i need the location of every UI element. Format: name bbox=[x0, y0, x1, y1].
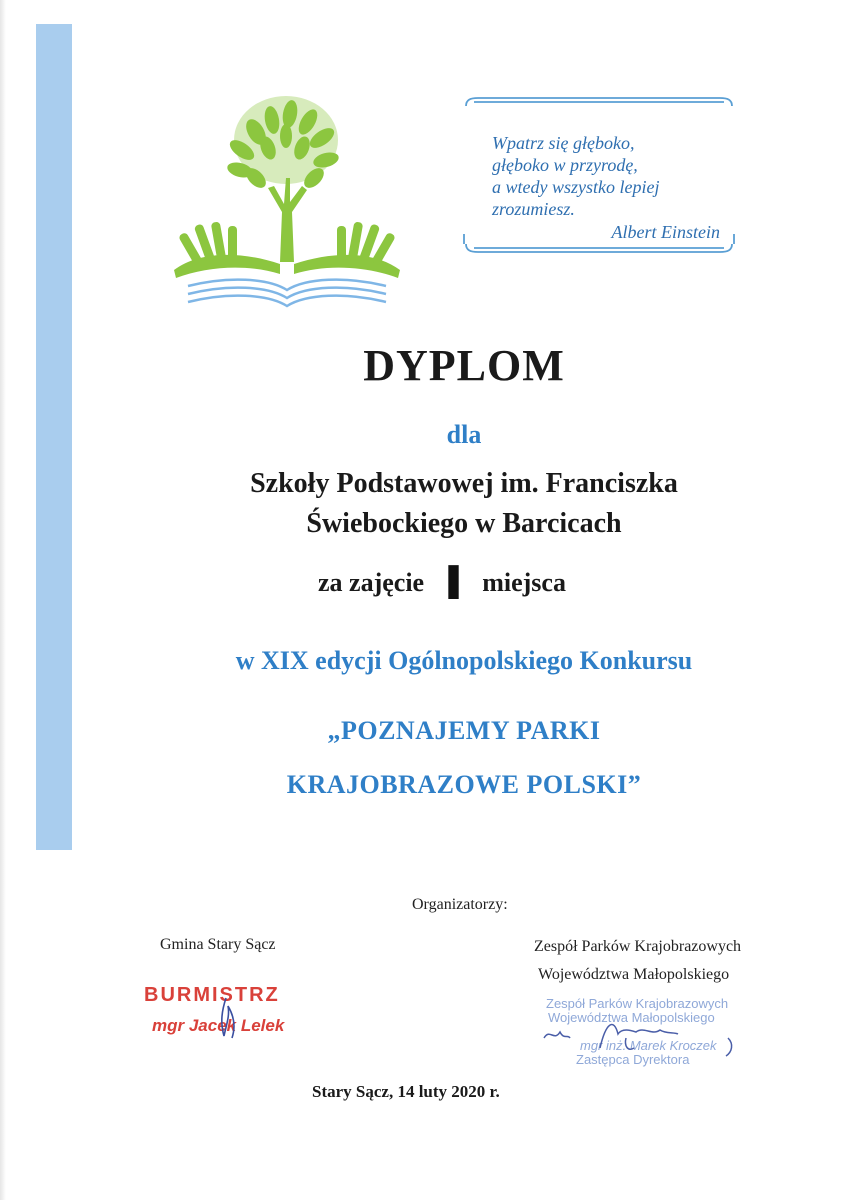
organizer-right-name-line-1: Zespół Parków Krajobrazowych bbox=[534, 938, 742, 955]
right-stamp-line-2: Województwa Małopolskiego bbox=[548, 1010, 715, 1025]
left-stamp-title: BURMISTRZ bbox=[144, 984, 280, 1006]
quote-author: Albert Einstein bbox=[611, 222, 720, 242]
quote-line: głęboko w przyrodę, bbox=[492, 155, 638, 175]
edition-line: w XIX edycji Ogólnopolskiego Konkursu bbox=[235, 646, 693, 675]
recipient-line-2: Świebockiego w Barcicach bbox=[306, 508, 622, 539]
for-label: dla bbox=[446, 420, 482, 449]
tree-hands-logo-icon bbox=[168, 92, 406, 314]
organizers-label: Organizatorzy: bbox=[412, 896, 508, 913]
right-signature-icon bbox=[540, 1008, 740, 1062]
recipient-line-1: Szkoły Podstawowej im. Franciszka bbox=[250, 468, 678, 499]
quote-text bbox=[492, 132, 732, 220]
place-suffix: miejsca bbox=[482, 568, 566, 597]
quote-line: zrozumiesz. bbox=[492, 199, 575, 219]
date-place: Stary Sącz, 14 luty 2020 r. bbox=[312, 1082, 500, 1101]
left-signature-icon bbox=[206, 996, 246, 1040]
right-stamp-line-3: mgr inż. Marek Kroczek bbox=[580, 1038, 717, 1053]
right-stamp-line-1: Zespół Parków Krajobrazowych bbox=[546, 996, 729, 1011]
paper-edge bbox=[0, 0, 6, 1200]
right-stamp-line-4: Zastępca Dyrektora bbox=[576, 1052, 690, 1067]
quote-line: a wtedy wszystko lepiej bbox=[492, 177, 660, 197]
contest-name-line-2: KRAJOBRAZOWE POLSKI” bbox=[286, 770, 642, 799]
diploma-title: DYPLOM bbox=[363, 341, 565, 390]
place-row bbox=[318, 556, 566, 610]
organizer-right-name-line-2: Województwa Małopolskiego bbox=[538, 966, 730, 983]
left-stamp-name: mgr Jacek Lelek bbox=[152, 1016, 285, 1035]
organizer-left-name: Gmina Stary Sącz bbox=[160, 936, 276, 953]
quote-line: Wpatrz się głęboko, bbox=[492, 133, 635, 153]
place-prefix: za zajęcie bbox=[318, 568, 425, 597]
place-number: I bbox=[442, 556, 464, 610]
contest-name-line-1: „POZNAJEMY PARKI bbox=[327, 716, 601, 745]
